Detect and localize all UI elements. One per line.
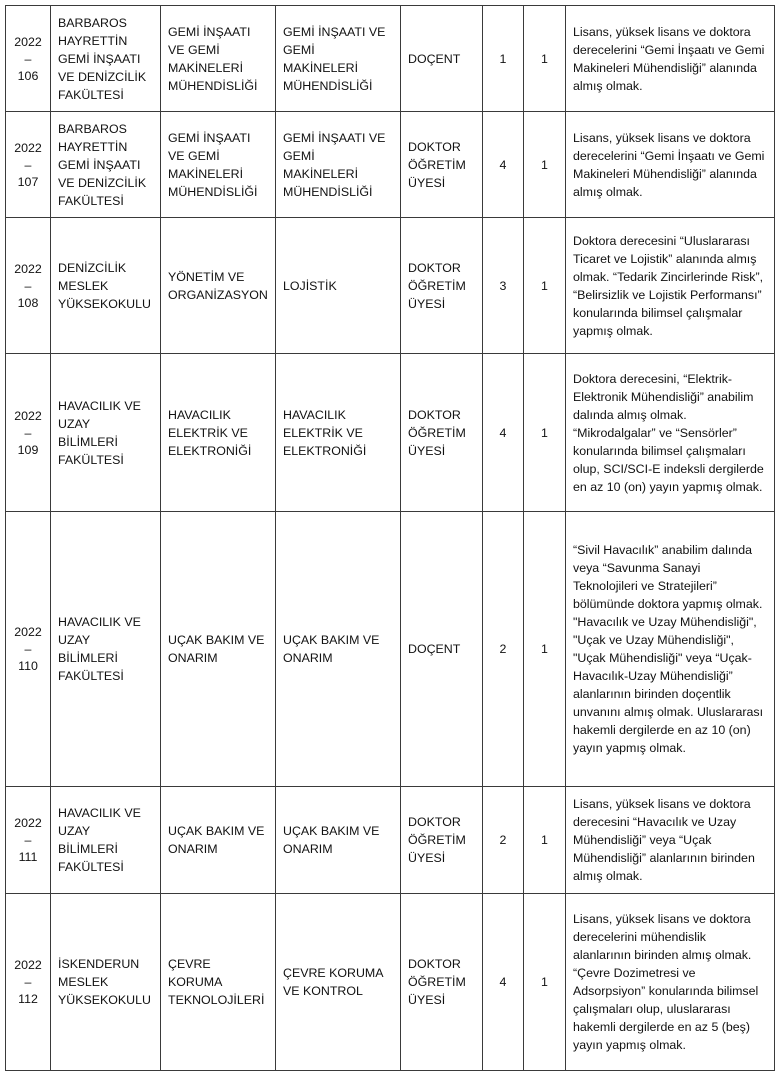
- position-code: [6, 6, 51, 112]
- code-year: 2022: [14, 408, 42, 423]
- table-row: [6, 354, 775, 512]
- position-code: [6, 894, 51, 1071]
- code-number: 106: [17, 68, 39, 83]
- table-row: [6, 894, 775, 1071]
- positions-cell: 1: [524, 354, 566, 512]
- code-number: 109: [17, 442, 39, 457]
- code-dash: –: [24, 157, 32, 172]
- title-cell: DOKTOR ÖĞRETİM ÜYESİ: [401, 787, 483, 894]
- unit-cell: HAVACILIK VE UZAY BİLİMLERİ FAKÜLTESİ: [51, 512, 161, 787]
- degree-cell: 3: [483, 218, 524, 354]
- code-year: 2022: [14, 625, 42, 639]
- code-year: 2022: [14, 140, 42, 155]
- positions-cell: 1: [524, 512, 566, 787]
- unit-cell: BARBAROS HAYRETTİN GEMİ İNŞAATI VE DENİZCİLİK FAKÜLTESİ: [51, 6, 161, 112]
- unit-cell: HAVACILIK VE UZAY BİLİMLERİ FAKÜLTESİ: [51, 354, 161, 512]
- positions-cell: 1: [524, 218, 566, 354]
- unit-cell: HAVACILIK VE UZAY BİLİMLERİ FAKÜLTESİ: [51, 787, 161, 894]
- position-code: [6, 112, 51, 218]
- positions-cell: 1: [524, 894, 566, 1071]
- degree-cell: 1: [483, 6, 524, 112]
- unit-cell: BARBAROS HAYRETTİN GEMİ İNŞAATI VE DENİZCİLİK FAKÜLTESİ: [51, 112, 161, 218]
- code-year: 2022: [14, 261, 42, 276]
- title-cell: DOKTOR ÖĞRETİM ÜYESİ: [401, 112, 483, 218]
- code-number: 111: [18, 850, 38, 864]
- title-cell: DOÇENT: [401, 6, 483, 112]
- requirements-cell: Doktora derecesini “Uluslararası Ticaret ve Lojistik” alanında almış olmak. “Tedarik Zincirlerinde Risk”, “Belirsizlik ve Lojistik Performansı” konularında bilimsel çalışmalar yapmış olmak.: [566, 218, 775, 354]
- table-row: [6, 218, 775, 354]
- positions-cell: 1: [524, 6, 566, 112]
- title-cell: DOKTOR ÖĞRETİM ÜYESİ: [401, 218, 483, 354]
- code-dash: –: [24, 51, 32, 66]
- positions-cell: 1: [524, 112, 566, 218]
- positions-cell: 1: [524, 787, 566, 894]
- degree-cell: 4: [483, 894, 524, 1071]
- field-cell: GEMİ İNŞAATI VE GEMİ MAKİNELERİ MÜHENDİSLİĞİ: [276, 6, 401, 112]
- degree-cell: 4: [483, 354, 524, 512]
- code-number: 108: [17, 295, 39, 310]
- title-cell: DOKTOR ÖĞRETİM ÜYESİ: [401, 354, 483, 512]
- code-dash: –: [24, 833, 32, 847]
- code-dash: –: [24, 975, 32, 989]
- table-row: [6, 512, 775, 787]
- requirements-cell: Lisans, yüksek lisans ve doktora derecelerini mühendislik alanlarının birinden almış olmak. “Çevre Dozimetresi ve Adsorpsiyon” konularında bilimsel çalışmaları olup, uluslararası hakemli dergilerde en az 5 (beş) yayın yapmış olmak.: [566, 894, 775, 1071]
- field-cell: HAVACILIK ELEKTRİK VE ELEKTRONİĞİ: [276, 354, 401, 512]
- code-year: 2022: [14, 958, 42, 972]
- requirements-cell: Lisans, yüksek lisans ve doktora derecesini “Havacılık ve Uzay Mühendisliği” veya “Uçak Mühendisliği” alanlarının birinden almış olmak.: [566, 787, 775, 894]
- department-cell: UÇAK BAKIM VE ONARIM: [161, 512, 276, 787]
- degree-cell: 2: [483, 787, 524, 894]
- position-code: [6, 354, 51, 512]
- department-cell: GEMİ İNŞAATI VE GEMİ MAKİNELERİ MÜHENDİSLİĞİ: [161, 6, 276, 112]
- position-code: [6, 512, 51, 787]
- code-year: 2022: [14, 816, 42, 830]
- field-cell: ÇEVRE KORUMA VE KONTROL: [276, 894, 401, 1071]
- title-cell: DOÇENT: [401, 512, 483, 787]
- code-number: 110: [18, 659, 38, 673]
- field-cell: UÇAK BAKIM VE ONARIM: [276, 512, 401, 787]
- table-row: [6, 112, 775, 218]
- department-cell: ÇEVRE KORUMA TEKNOLOJİLERİ: [161, 894, 276, 1071]
- academic-positions-table: [5, 5, 775, 1071]
- code-number: 107: [17, 174, 39, 189]
- department-cell: YÖNETİM VE ORGANİZASYON: [161, 218, 276, 354]
- department-cell: HAVACILIK ELEKTRİK VE ELEKTRONİĞİ: [161, 354, 276, 512]
- requirements-cell: Lisans, yüksek lisans ve doktora derecelerini “Gemi İnşaatı ve Gemi Makineleri Mühendisliği” alanında almış olmak.: [566, 6, 775, 112]
- code-number: 112: [18, 992, 38, 1006]
- field-cell: GEMİ İNŞAATI VE GEMİ MAKİNELERİ MÜHENDİSLİĞİ: [276, 112, 401, 218]
- position-code: [6, 787, 51, 894]
- unit-cell: İSKENDERUN MESLEK YÜKSEKOKULU: [51, 894, 161, 1071]
- requirements-cell: “Sivil Havacılık” anabilim dalında veya “Savunma Sanayi Teknolojileri ve Stratejileri” bölümünde doktora yapmış olmak. "Havacılık ve Uzay Mühendisliği", "Uçak ve Uzay Mühendisliği", "Uçak Mühendisliği" veya “Uçak-Havacılık-Uzay Mühendisliği” alanlarının birinden doçentlik unvanını almış olmak. Uluslararası hakemli dergilerde en az 10 (on) yayın yapmış olmak.: [566, 512, 775, 787]
- requirements-cell: Lisans, yüksek lisans ve doktora derecelerini “Gemi İnşaatı ve Gemi Makineleri Mühendisliği” alanında almış olmak.: [566, 112, 775, 218]
- field-cell: LOJİSTİK: [276, 218, 401, 354]
- table-row: [6, 6, 775, 112]
- table-row: [6, 787, 775, 894]
- department-cell: GEMİ İNŞAATI VE GEMİ MAKİNELERİ MÜHENDİSLİĞİ: [161, 112, 276, 218]
- title-cell: DOKTOR ÖĞRETİM ÜYESİ: [401, 894, 483, 1071]
- code-year: 2022: [14, 34, 42, 49]
- department-cell: UÇAK BAKIM VE ONARIM: [161, 787, 276, 894]
- degree-cell: 2: [483, 512, 524, 787]
- degree-cell: 4: [483, 112, 524, 218]
- unit-cell: DENİZCİLİK MESLEK YÜKSEKOKULU: [51, 218, 161, 354]
- requirements-cell: Doktora derecesini, “Elektrik-Elektronik Mühendisliği” anabilim dalında almış olmak. “Mikrodalgalar” ve “Sensörler” konularında bilimsel çalışmaları olup, SCI/SCI-E indeksli dergilerde en az 10 (on) yayın yapmış olmak.: [566, 354, 775, 512]
- code-dash: –: [24, 425, 32, 440]
- position-code: [6, 218, 51, 354]
- code-dash: –: [24, 278, 32, 293]
- code-dash: –: [24, 642, 32, 656]
- field-cell: UÇAK BAKIM VE ONARIM: [276, 787, 401, 894]
